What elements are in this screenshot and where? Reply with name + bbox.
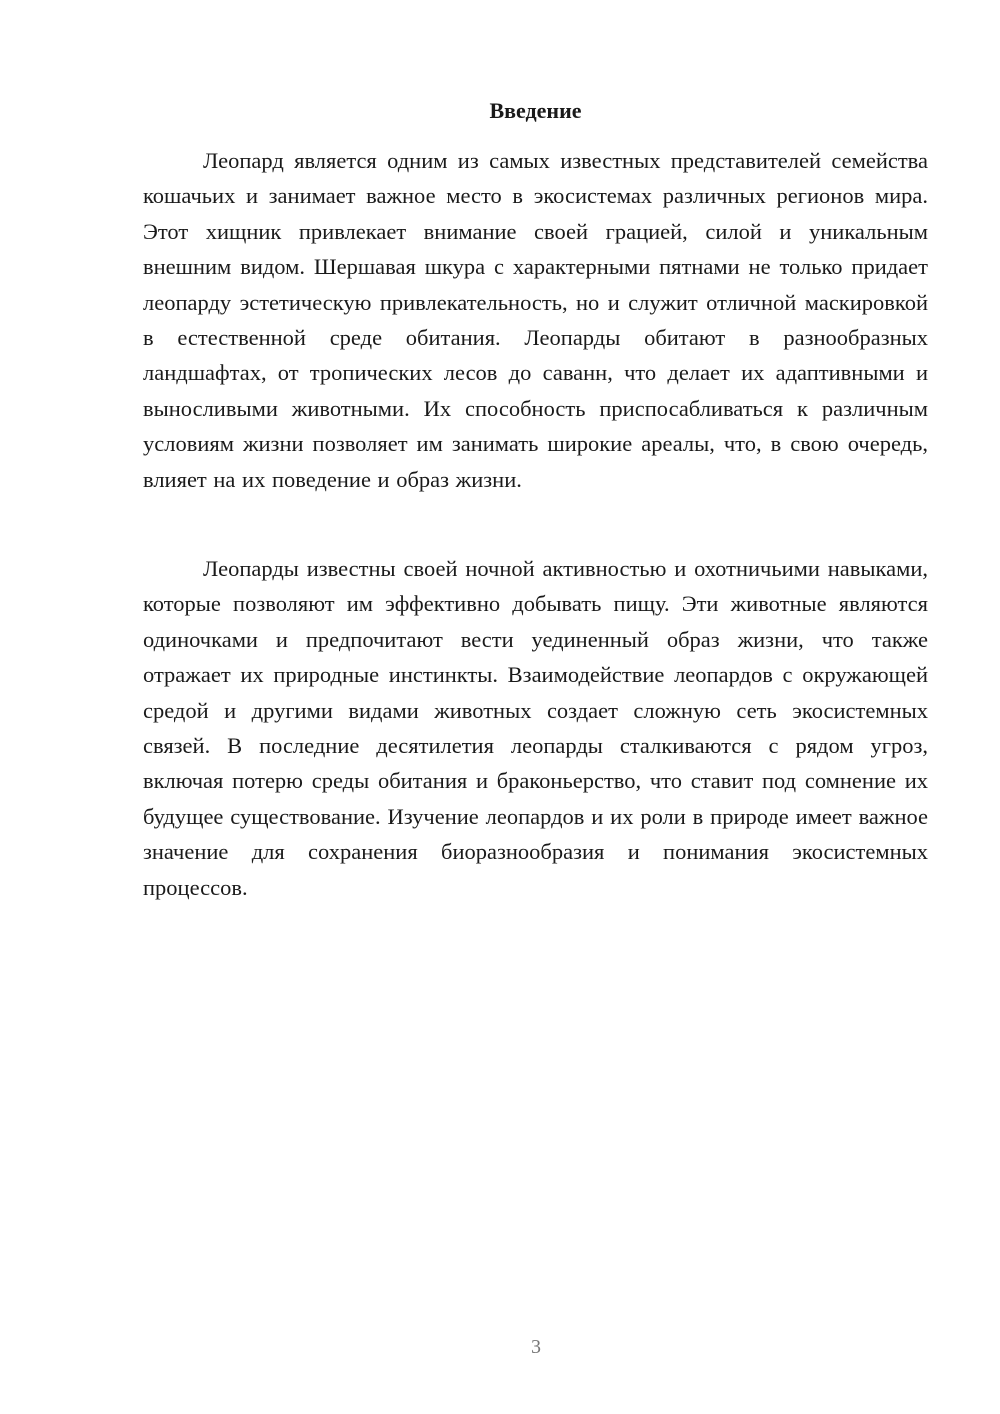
section-heading: Введение [489, 98, 582, 123]
paragraph-intro: Леопард является одним из самых известных представителей семейства кошачьих и занимает важное место в экосистемах различных регионов мира. Этот хищник привлекает внимание своей грацией, силой и уникальным внешним видом. Шершавая шкура с характерными пятнами не только придает леопарду эстетическую привлекательность, но и служит отличной маскировкой в естественной среде обитания. Леопарды обитают в разнообразных ландшафтах, от тропических лесов до саванн, что делает их адаптивными и выносливыми животными. Их способность приспосабливаться к различным условиям жизни позволяет им занимать широкие ареалы, что, в свою очередь, влияет на их поведение и образ жизни. [143, 148, 928, 492]
paragraph-behavior: Леопарды известны своей ночной активностью и охотничьими навыками, которые позволяют им эффективно добывать пищу. Эти животные являются одиночками и предпочитают вести уединенный образ жизни, что также отражает их природные инстинкты. Взаимодействие леопардов с окружающей средой и другими видами животных создает сложную сеть экосистемных связей. В последние десятилетия леопарды сталкиваются с рядом угроз, включая потерю среды обитания и браконьерство, что ставит под сомнение их будущее существование. Изучение леопардов и их роли в природе имеет важное значение для сохранения биоразнообразия и понимания экосистемных процессов. [143, 556, 928, 900]
page-number: 3 [531, 1336, 541, 1358]
